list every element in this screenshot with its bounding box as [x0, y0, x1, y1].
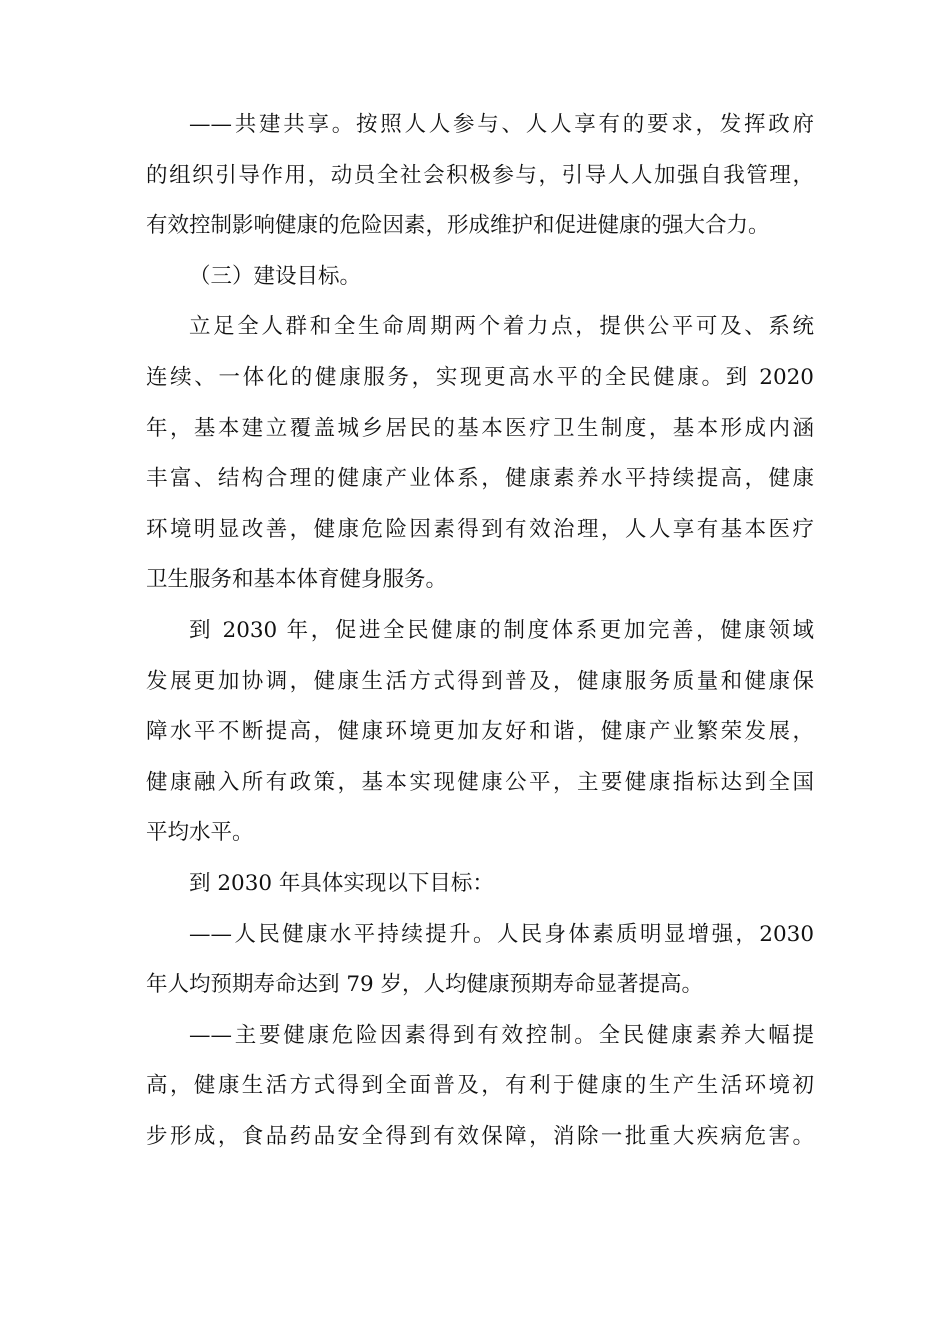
paragraph-specific-goals-intro	[146, 859, 814, 910]
text-line: 障水平不断提高，健康环境更加友好和谐，健康产业繁荣发展，	[146, 719, 814, 745]
text-line: 发展更加协调，健康生活方式得到普及，健康服务质量和健康保	[146, 668, 814, 694]
text-line: 高，健康生活方式得到全面普及，有利于健康的生产生活环境初	[146, 1073, 814, 1099]
text-line: 健康融入所有政策，基本实现健康公平，主要健康指标达到全国	[146, 769, 814, 795]
paragraph-goals-2030	[146, 606, 814, 859]
text-line: 年，基本建立覆盖城乡居民的基本医疗卫生制度，基本形成内涵	[146, 415, 814, 441]
paragraph-risk-factors	[146, 1011, 814, 1163]
text-line: ——共建共享。按照人人参与、人人享有的要求，发挥政府	[189, 112, 814, 137]
section-heading: （三）建设目标。	[189, 263, 362, 289]
text-line: 丰富、结构合理的健康产业体系，健康素养水平持续提高，健康	[146, 466, 814, 492]
text-line: 到 2030 年，促进全民健康的制度体系更加完善，健康领域	[189, 617, 814, 643]
text-line: 平均水平。	[146, 820, 254, 846]
paragraph-goals-2020	[146, 302, 814, 606]
text-line: 连续、一体化的健康服务，实现更高水平的全民健康。到 2020	[146, 364, 814, 390]
text-line: 的组织引导作用，动员全社会积极参与，引导人人加强自我管理，	[146, 162, 814, 188]
text-line: ——人民健康水平持续提升。人民身体素质明显增强，2030	[189, 921, 814, 947]
text-line: 卫生服务和基本体育健身服务。	[146, 567, 448, 593]
text-line: 到 2030 年具体实现以下目标：	[189, 870, 494, 896]
text-line: ——主要健康危险因素得到有效控制。全民健康素养大幅提	[189, 1022, 814, 1048]
text-line: 有效控制影响健康的危险因素，形成维护和促进健康的强大合力。	[146, 213, 770, 239]
section-heading-goals	[146, 252, 814, 303]
text-line: 环境明显改善，健康危险因素得到有效治理，人人享有基本医疗	[146, 516, 814, 542]
paragraph-health-level	[146, 910, 814, 1011]
paragraph-shared-construction	[146, 100, 814, 252]
document-body	[146, 100, 814, 1162]
text-line: 年人均预期寿命达到 79 岁，人均健康预期寿命显著提高。	[146, 972, 704, 998]
text-line: 步形成，食品药品安全得到有效保障，消除一批重大疾病危害。	[146, 1123, 814, 1149]
text-line: 立足全人群和全生命周期两个着力点，提供公平可及、系统	[189, 314, 814, 340]
